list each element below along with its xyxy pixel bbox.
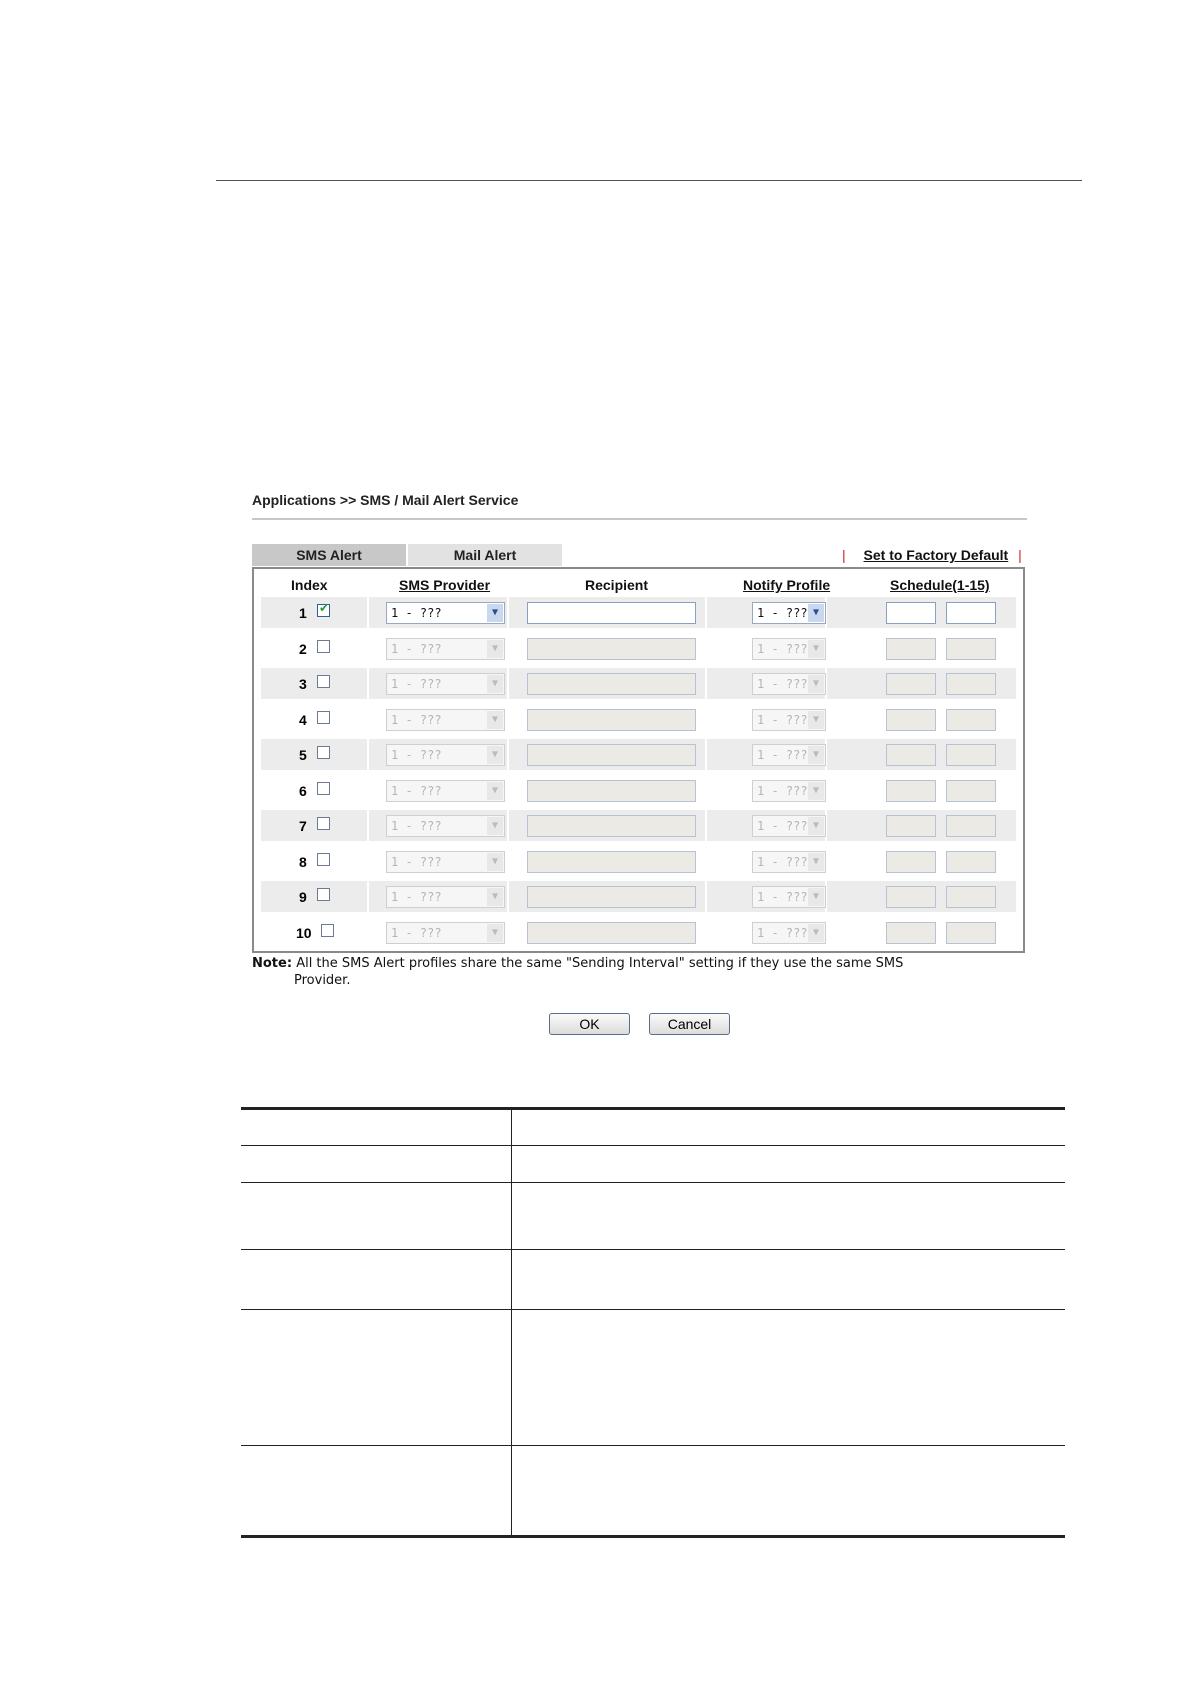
recipient-input[interactable]: [527, 851, 696, 873]
notify-profile-select-value: 1 - ???: [757, 925, 808, 940]
sms-provider-select-value: 1 - ???: [391, 748, 442, 762]
notify-profile-select[interactable]: [752, 851, 826, 873]
chevron-down-icon[interactable]: ▼: [808, 888, 824, 906]
table-cell: [261, 597, 367, 628]
table-row: [261, 668, 1016, 699]
table-cell: [261, 846, 367, 877]
recipient-input[interactable]: [527, 886, 696, 908]
recipient-input[interactable]: [527, 673, 696, 695]
sms-provider-select[interactable]: [386, 673, 505, 695]
enable-checkbox[interactable]: [317, 817, 330, 830]
row-index: 2: [299, 640, 307, 657]
separator: |: [842, 547, 846, 563]
notify-profile-select-value: 1 - ???: [757, 890, 808, 904]
separator: |: [1018, 547, 1022, 563]
recipient-input[interactable]: [527, 709, 696, 731]
table-cell: [261, 704, 367, 735]
table-cell: [261, 881, 367, 912]
notify-profile-select[interactable]: [752, 673, 826, 695]
row-index: 5: [299, 747, 307, 763]
note-text-line1: All the SMS Alert profiles share the same "Sending Interval" setting if they use the same SMS: [296, 956, 904, 971]
sms-provider-select-value: 1 - ???: [391, 641, 442, 656]
note-text-line2: Provider.: [294, 973, 351, 988]
schedule-input-1[interactable]: [886, 922, 936, 944]
schedule-input-1[interactable]: [886, 815, 936, 837]
enable-checkbox[interactable]: [317, 888, 330, 901]
notify-profile-select[interactable]: [752, 780, 826, 802]
chevron-down-icon[interactable]: ▼: [487, 746, 503, 764]
notify-profile-select-value: 1 - ???: [757, 712, 808, 727]
schedule-input-2[interactable]: [946, 780, 996, 802]
sms-provider-select-value: 1 - ???: [391, 783, 442, 798]
notify-profile-select-value: 1 - ???: [757, 854, 808, 869]
row-index: 8: [299, 853, 307, 870]
enable-checkbox[interactable]: [317, 711, 330, 724]
row-index: 9: [299, 889, 307, 905]
sms-provider-select[interactable]: [386, 851, 505, 873]
enable-checkbox[interactable]: [317, 601, 330, 617]
schedule-input-1[interactable]: [886, 886, 936, 908]
sms-provider-select[interactable]: [386, 780, 505, 802]
table-row-divider: [241, 1445, 1065, 1446]
schedule-input-2[interactable]: [946, 602, 996, 624]
enable-checkbox[interactable]: [317, 746, 330, 759]
enable-checkbox[interactable]: [317, 782, 330, 795]
table-top-rule: [241, 1107, 1065, 1110]
schedule-input-2[interactable]: [946, 673, 996, 695]
chevron-down-icon[interactable]: ▼: [808, 817, 824, 835]
row-index: 4: [299, 711, 307, 728]
schedule-input-2[interactable]: [946, 851, 996, 873]
row-index: 6: [299, 782, 307, 799]
notify-profile-select[interactable]: [752, 602, 826, 624]
row-index: 10: [296, 924, 312, 941]
chevron-down-icon[interactable]: ▼: [487, 888, 503, 906]
sms-provider-select-value: 1 - ???: [391, 819, 442, 833]
chevron-down-icon[interactable]: ▼: [808, 924, 824, 942]
schedule-input-2[interactable]: [946, 922, 996, 944]
sms-alert-panel: [252, 567, 1025, 953]
sms-provider-select-value: 1 - ???: [391, 854, 442, 869]
table-row-divider: [241, 1249, 1065, 1250]
table-row-divider: [241, 1309, 1065, 1310]
page-top-rule: [216, 180, 1082, 181]
schedule-input-2[interactable]: [946, 886, 996, 908]
column-header-notify-profile[interactable]: Notify Profile: [743, 577, 831, 593]
chevron-down-icon[interactable]: ▼: [808, 675, 824, 693]
table-cell: [261, 633, 367, 664]
table-row: [261, 846, 1016, 877]
column-header-sms-provider[interactable]: SMS Provider: [399, 577, 491, 593]
table-cell: [261, 810, 367, 841]
schedule-input-1[interactable]: [886, 638, 936, 660]
chevron-down-icon[interactable]: ▼: [808, 853, 824, 871]
chevron-down-icon[interactable]: ▼: [808, 782, 824, 800]
table-row: [261, 704, 1016, 735]
sms-provider-select-value: 1 - ???: [391, 712, 442, 727]
schedule-input-1[interactable]: [886, 673, 936, 695]
notify-profile-select[interactable]: [752, 922, 826, 944]
set-to-factory-default-link[interactable]: Set to Factory Default: [863, 547, 1009, 563]
column-header-schedule[interactable]: Schedule(1-15): [890, 577, 990, 593]
ok-button[interactable]: OK: [549, 1013, 630, 1035]
chevron-down-icon[interactable]: ▼: [487, 817, 503, 835]
chevron-down-icon[interactable]: ▼: [808, 640, 824, 658]
chevron-down-icon[interactable]: ▼: [808, 711, 824, 729]
notify-profile-select-value: 1 - ???: [757, 783, 808, 798]
table-row: [261, 633, 1016, 664]
tab-bar: [252, 544, 562, 566]
row-index: 1: [299, 605, 307, 621]
chevron-down-icon[interactable]: ▼: [487, 782, 503, 800]
notify-profile-select-value: 1 - ???: [757, 677, 808, 691]
notify-profile-select-value: 1 - ???: [757, 819, 808, 833]
schedule-input-2[interactable]: [946, 744, 996, 766]
table-row-divider: [241, 1182, 1065, 1183]
table-bottom-rule: [241, 1535, 1065, 1538]
sms-provider-select-value: 1 - ???: [391, 606, 442, 620]
chevron-down-icon[interactable]: ▼: [808, 604, 824, 622]
enable-checkbox[interactable]: [317, 640, 330, 653]
schedule-input-1[interactable]: [886, 709, 936, 731]
enable-checkbox[interactable]: [317, 675, 330, 688]
recipient-input[interactable]: [527, 602, 696, 624]
chevron-down-icon[interactable]: ▼: [487, 604, 503, 622]
recipient-input[interactable]: [527, 780, 696, 802]
sms-provider-select-value: 1 - ???: [391, 890, 442, 904]
chevron-down-icon[interactable]: ▼: [487, 675, 503, 693]
checkmark-icon: ✔: [319, 601, 330, 615]
chevron-down-icon[interactable]: ▼: [487, 924, 503, 942]
notify-profile-select[interactable]: [752, 638, 826, 660]
sms-provider-select[interactable]: [386, 709, 505, 731]
chevron-down-icon[interactable]: ▼: [487, 640, 503, 658]
sms-provider-select[interactable]: [386, 638, 505, 660]
cancel-button[interactable]: Cancel: [649, 1013, 730, 1035]
factory-default-area: [842, 547, 1022, 563]
table-cell: [261, 775, 367, 806]
notify-profile-select-value: 1 - ???: [757, 641, 808, 656]
table-cell: [261, 917, 367, 948]
sms-provider-select-value: 1 - ???: [391, 677, 442, 691]
sms-provider-select[interactable]: [386, 815, 505, 837]
table-row: [261, 917, 1016, 948]
chevron-down-icon[interactable]: ▼: [487, 853, 503, 871]
table-cell: [261, 739, 367, 770]
notify-profile-select[interactable]: [752, 744, 826, 766]
enable-checkbox[interactable]: [321, 924, 334, 937]
table-row: [261, 739, 1016, 770]
schedule-input-1[interactable]: [886, 744, 936, 766]
schedule-input-2[interactable]: [946, 638, 996, 660]
notify-profile-select-value: 1 - ???: [757, 748, 808, 762]
tab-mail-alert[interactable]: Mail Alert: [408, 544, 562, 566]
table-row-divider: [241, 1145, 1065, 1146]
breadcrumb: Applications >> SMS / Mail Alert Service: [252, 492, 519, 508]
table-cell: [261, 668, 367, 699]
notify-profile-select[interactable]: [752, 815, 826, 837]
table-column-divider: [511, 1107, 512, 1537]
row-index: 7: [299, 818, 307, 834]
column-header-recipient: Recipient: [585, 577, 649, 593]
chevron-down-icon[interactable]: ▼: [808, 746, 824, 764]
recipient-input[interactable]: [527, 638, 696, 660]
row-index: 3: [299, 676, 307, 692]
column-header-index: Index: [291, 577, 328, 593]
table-row: [261, 881, 1016, 912]
sms-provider-select[interactable]: [386, 922, 505, 944]
sms-provider-select[interactable]: [386, 744, 505, 766]
schedule-input-1[interactable]: [886, 602, 936, 624]
sms-provider-select[interactable]: [386, 886, 505, 908]
sms-provider-select-value: 1 - ???: [391, 925, 442, 940]
recipient-input[interactable]: [527, 922, 696, 944]
table-row: [261, 775, 1016, 806]
table-row: [261, 810, 1016, 841]
note-label: Note:: [252, 956, 293, 971]
schedule-input-1[interactable]: [886, 851, 936, 873]
enable-checkbox[interactable]: [317, 853, 330, 866]
notify-profile-select[interactable]: [752, 709, 826, 731]
recipient-input[interactable]: [527, 815, 696, 837]
breadcrumb-divider: [252, 518, 1027, 520]
notify-profile-select[interactable]: [752, 886, 826, 908]
schedule-input-1[interactable]: [886, 780, 936, 802]
recipient-input[interactable]: [527, 744, 696, 766]
table-row: [261, 597, 1016, 628]
sms-provider-select[interactable]: [386, 602, 505, 624]
schedule-input-2[interactable]: [946, 815, 996, 837]
chevron-down-icon[interactable]: ▼: [487, 711, 503, 729]
notify-profile-select-value: 1 - ???: [757, 606, 808, 620]
note: [252, 955, 1012, 989]
tab-sms-alert[interactable]: SMS Alert: [252, 544, 406, 566]
schedule-input-2[interactable]: [946, 709, 996, 731]
